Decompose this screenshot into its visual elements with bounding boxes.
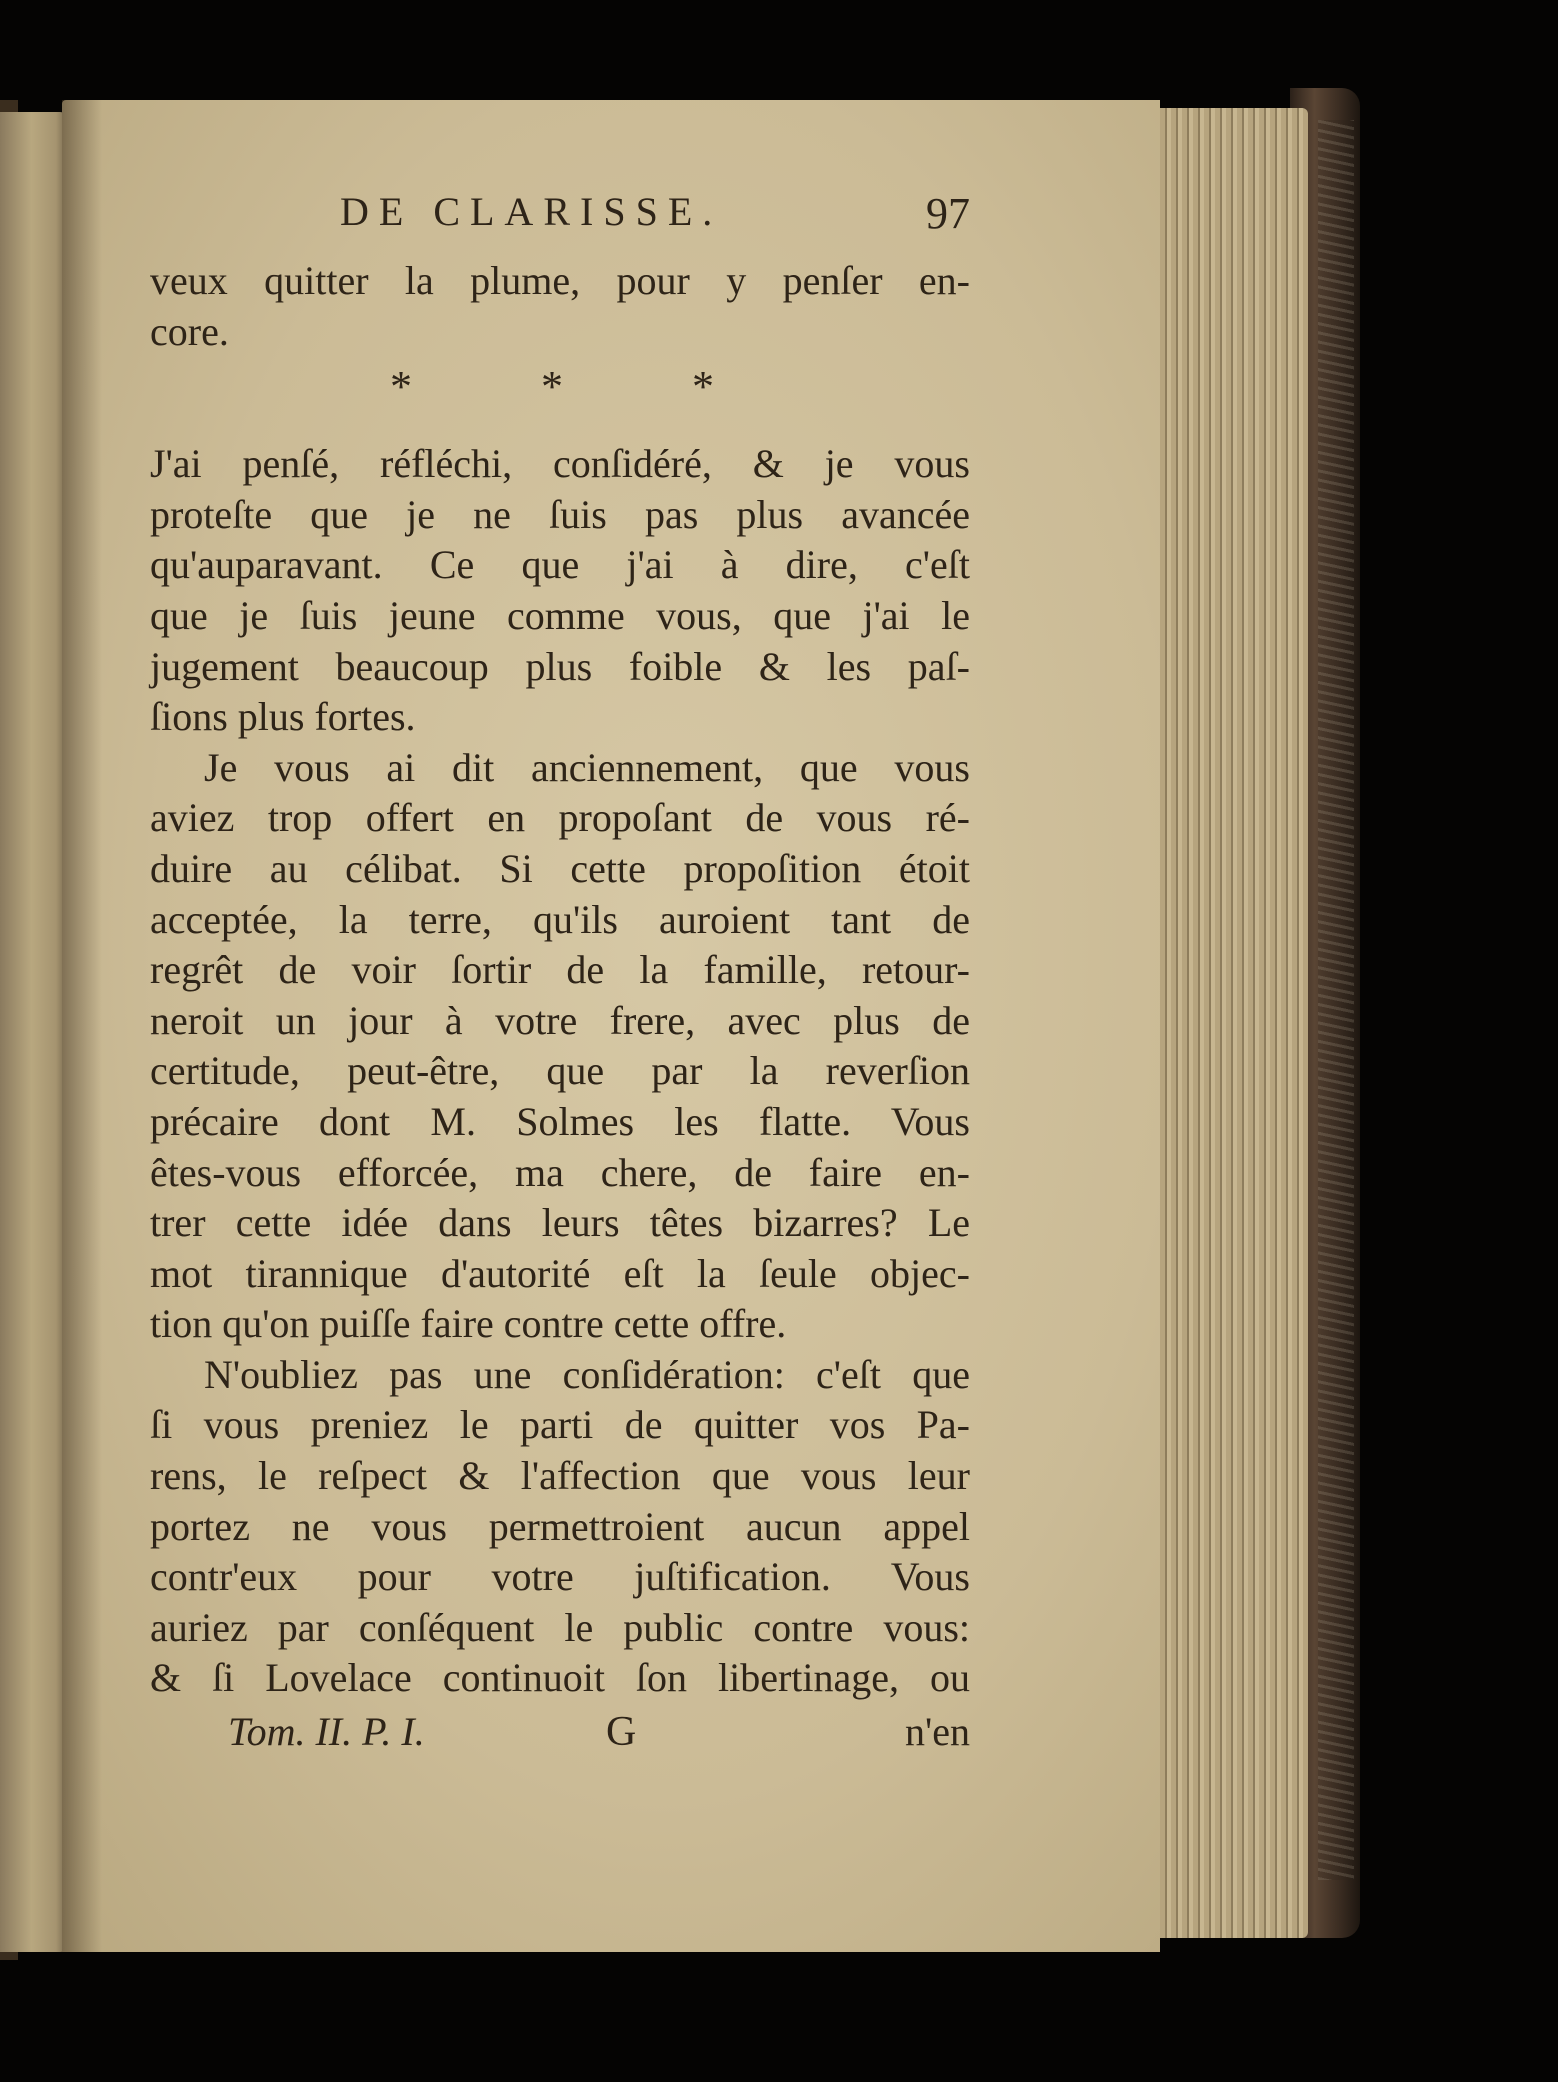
asterism: *: [692, 362, 714, 412]
text-line: proteſte que je ne ſuis pas plus avancée: [150, 491, 970, 537]
asterism: *: [390, 362, 412, 412]
section-break-asterisms: [150, 357, 970, 439]
gutter-shadow: [62, 100, 102, 1952]
text-line: rens, le reſpect & l'affection que vous leur: [150, 1453, 970, 1499]
page-text: [150, 188, 970, 1768]
text-line: mot tirannique d'autorité eſt la ſeule objec-: [150, 1250, 970, 1296]
text-line: ſi vous preniez le parti de quitter vos Pa-: [150, 1402, 970, 1448]
text-line: aviez trop offert en propoſant de vous ré-: [150, 795, 970, 841]
running-head-title: DE CLARISSE.: [340, 189, 723, 234]
text-line: acceptée, la terre, qu'ils auroient tant de: [150, 896, 970, 942]
text-line: tion qu'on puiſſe faire contre cette offre.: [150, 1301, 787, 1347]
text-line: certitude, peut-être, que par la reverſion: [150, 1048, 970, 1094]
text-line: jugement beaucoup plus foible & les paſ-: [150, 643, 970, 689]
previous-page-edge: [0, 112, 70, 1952]
text-line-paragraph-start: N'oubliez pas une conſidération: c'eſt que: [204, 1351, 970, 1397]
volume-signature: Tom. II. P. I.: [228, 1709, 425, 1755]
text-line: ſions plus fortes.: [150, 694, 416, 740]
text-line: regrêt de voir ſortir de la famille, retour-: [150, 947, 970, 993]
gathering-mark: G: [606, 1709, 637, 1756]
text-line: neroit un jour à votre frere, avec plus de: [150, 997, 970, 1043]
text-line: core.: [150, 308, 229, 354]
asterism: *: [541, 362, 563, 412]
text-line: trer cette idée dans leurs têtes bizarres? Le: [150, 1200, 970, 1246]
text-line: que je ſuis jeune comme vous, que j'ai le: [150, 592, 970, 638]
text-line: précaire dont M. Solmes les flatte. Vous: [150, 1098, 970, 1144]
marbled-cover-texture: [1318, 120, 1354, 1880]
text-line: & ſi Lovelace continuoit ſon libertinage, ou: [150, 1655, 970, 1701]
text-line: qu'auparavant. Ce que j'ai à dire, c'eſt: [150, 542, 970, 588]
text-line: duire au célibat. Si cette propoſition étoit: [150, 845, 970, 891]
text-line: portez ne vous permettroient aucun appel: [150, 1503, 970, 1549]
catchword: n'en: [905, 1709, 970, 1755]
page-number: 97: [926, 189, 970, 238]
text-line: auriez par conſéquent le public contre vous:: [150, 1604, 970, 1650]
text-line: contr'eux pour votre juſtification. Vous: [150, 1554, 970, 1600]
text-line-opening: J'ai penſé, réfléchi, conſidéré, & je vous: [150, 441, 970, 487]
text-line-paragraph-start: Je vous ai dit anciennement, que vous: [204, 744, 970, 790]
text-line: veux quitter la plume, pour y penſer en-: [150, 258, 970, 303]
page-block-edges: [1138, 108, 1308, 1938]
running-head: [150, 188, 970, 248]
text-line: êtes-vous efforcée, ma chere, de faire en-: [150, 1149, 970, 1195]
page-footer: [150, 1708, 970, 1768]
